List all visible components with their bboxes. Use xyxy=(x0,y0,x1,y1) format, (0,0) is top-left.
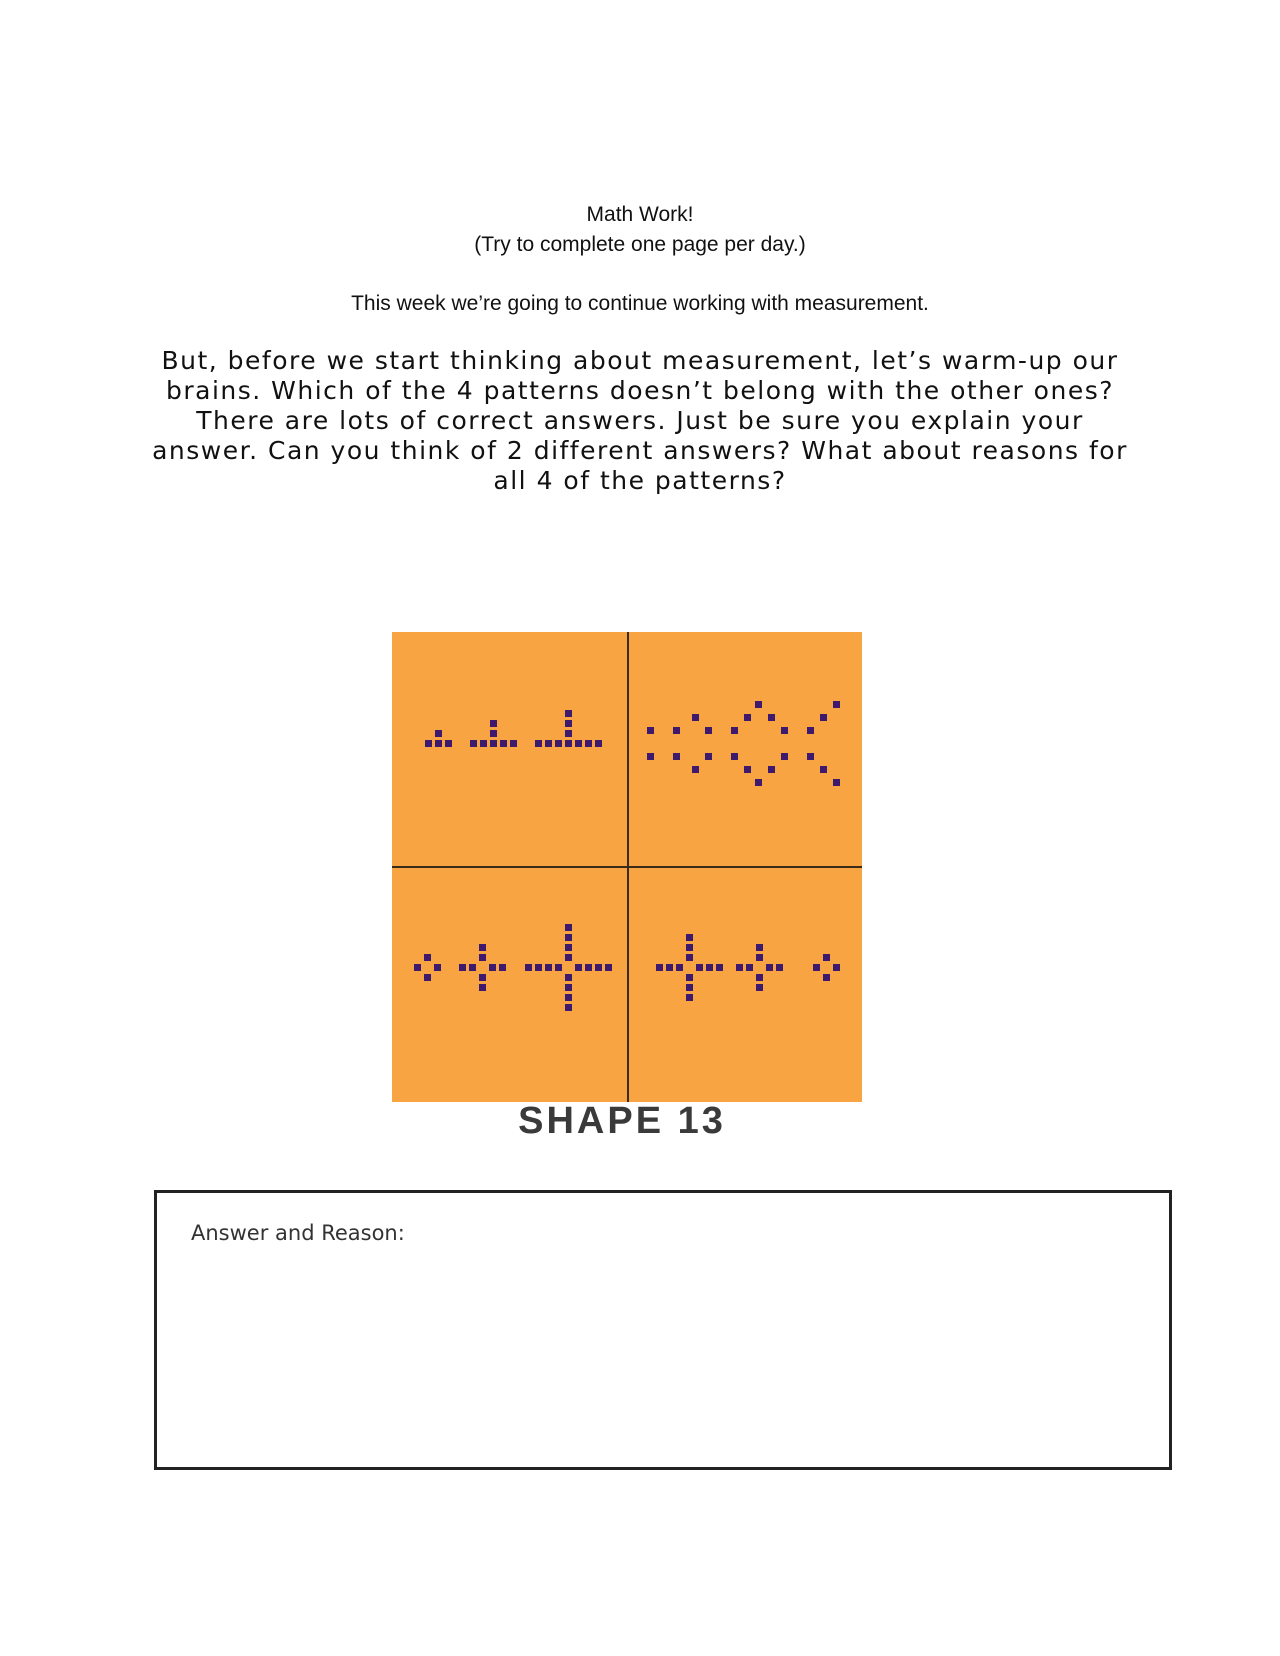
pattern-square xyxy=(755,701,762,708)
pattern-square xyxy=(813,964,820,971)
pattern-square xyxy=(565,710,572,717)
pattern-square xyxy=(807,753,814,760)
pattern-square xyxy=(555,740,562,747)
pattern-square xyxy=(833,964,840,971)
pattern-square xyxy=(706,964,713,971)
pattern-square xyxy=(555,964,562,971)
pattern-square xyxy=(469,964,476,971)
pattern-square xyxy=(736,964,743,971)
pattern-square xyxy=(525,964,532,971)
pattern-square xyxy=(510,740,517,747)
pattern-square xyxy=(686,934,693,941)
pattern-square xyxy=(490,720,497,727)
warmup-line: brains. Which of the 4 patterns doesn’t belong with the other ones? xyxy=(165,376,1114,405)
pattern-square xyxy=(545,964,552,971)
pattern-square xyxy=(459,964,466,971)
pattern-square xyxy=(499,964,506,971)
pattern-square xyxy=(575,740,582,747)
pattern-square xyxy=(647,753,654,760)
pattern-square xyxy=(414,964,421,971)
pattern-square xyxy=(565,934,572,941)
intro-text: This week we’re going to continue working with measurement. xyxy=(351,292,929,315)
warmup-line: But, before we start thinking about measurement, let’s warm-up our xyxy=(161,346,1119,375)
pattern-square xyxy=(756,944,763,951)
pattern-square xyxy=(435,740,442,747)
warmup-prompt xyxy=(110,346,1170,496)
pattern-square xyxy=(434,964,441,971)
pattern-square xyxy=(705,727,712,734)
subtitle-line: (Try to complete one page per day.) xyxy=(474,233,806,256)
pattern-square xyxy=(470,740,477,747)
pattern-square xyxy=(585,740,592,747)
pattern-square xyxy=(565,720,572,727)
pattern-square xyxy=(565,924,572,931)
pattern-square xyxy=(666,964,673,971)
pattern-square xyxy=(807,727,814,734)
pattern-square xyxy=(425,740,432,747)
pattern-square xyxy=(716,964,723,971)
pattern-square xyxy=(755,779,762,786)
pattern-square xyxy=(686,944,693,951)
pattern-square xyxy=(756,984,763,991)
pattern-square xyxy=(731,727,738,734)
pattern-square xyxy=(490,740,497,747)
pattern-square xyxy=(686,984,693,991)
pattern-square xyxy=(823,974,830,981)
pattern-square xyxy=(565,944,572,951)
title-line: Math Work! xyxy=(586,203,694,226)
pattern-square xyxy=(673,727,680,734)
pattern-square xyxy=(673,753,680,760)
pattern-square xyxy=(535,964,542,971)
pattern-square xyxy=(605,964,612,971)
pattern-square xyxy=(500,740,507,747)
shape-label: SHAPE 13 xyxy=(518,1100,726,1142)
pattern-square xyxy=(744,766,751,773)
pattern-square xyxy=(575,964,582,971)
pattern-square xyxy=(686,974,693,981)
pattern-square xyxy=(686,954,693,961)
pattern-square xyxy=(692,766,699,773)
pattern-square xyxy=(781,727,788,734)
pattern-square xyxy=(768,766,775,773)
pattern-square xyxy=(686,994,693,1001)
pattern-square xyxy=(479,984,486,991)
pattern-square xyxy=(435,730,442,737)
pattern-square xyxy=(490,730,497,737)
pattern-square xyxy=(820,766,827,773)
pattern-square xyxy=(744,714,751,721)
pattern-square xyxy=(823,954,830,961)
pattern-square xyxy=(595,740,602,747)
pattern-square xyxy=(479,974,486,981)
pattern-square xyxy=(833,779,840,786)
pattern-square xyxy=(585,964,592,971)
pattern-square xyxy=(565,974,572,981)
pattern-square xyxy=(535,740,542,747)
pattern-square xyxy=(656,964,663,971)
pattern-square xyxy=(480,740,487,747)
pattern-square xyxy=(565,954,572,961)
pattern-square xyxy=(768,714,775,721)
answer-box[interactable] xyxy=(154,1190,1172,1470)
pattern-square xyxy=(424,974,431,981)
pattern-square xyxy=(820,714,827,721)
page-title xyxy=(0,200,1280,260)
pattern-square xyxy=(489,964,496,971)
pattern-square xyxy=(766,964,773,971)
pattern-square xyxy=(833,701,840,708)
pattern-square xyxy=(565,740,572,747)
warmup-line: answer. Can you think of 2 different answers? What about reasons for xyxy=(152,436,1128,465)
pattern-square xyxy=(479,954,486,961)
pattern-square xyxy=(595,964,602,971)
pattern-square xyxy=(424,954,431,961)
pattern-square xyxy=(756,974,763,981)
pattern-square xyxy=(705,753,712,760)
pattern-square xyxy=(776,964,783,971)
pattern-grid xyxy=(392,632,862,1102)
pattern-square xyxy=(565,1004,572,1011)
pattern-square xyxy=(545,740,552,747)
answer-label: Answer and Reason: xyxy=(191,1221,405,1245)
pattern-square xyxy=(565,984,572,991)
pattern-square xyxy=(692,714,699,721)
pattern-square xyxy=(565,994,572,1001)
pattern-square xyxy=(647,727,654,734)
pattern-square xyxy=(479,944,486,951)
pattern-figure xyxy=(392,632,862,1102)
pattern-square xyxy=(696,964,703,971)
warmup-line: There are lots of correct answers. Just be sure you explain your xyxy=(196,406,1084,435)
pattern-square xyxy=(445,740,452,747)
warmup-line: all 4 of the patterns? xyxy=(493,466,787,495)
pattern-square xyxy=(781,753,788,760)
pattern-square xyxy=(746,964,753,971)
pattern-square xyxy=(565,730,572,737)
pattern-square xyxy=(731,753,738,760)
pattern-square xyxy=(756,954,763,961)
pattern-square xyxy=(676,964,683,971)
